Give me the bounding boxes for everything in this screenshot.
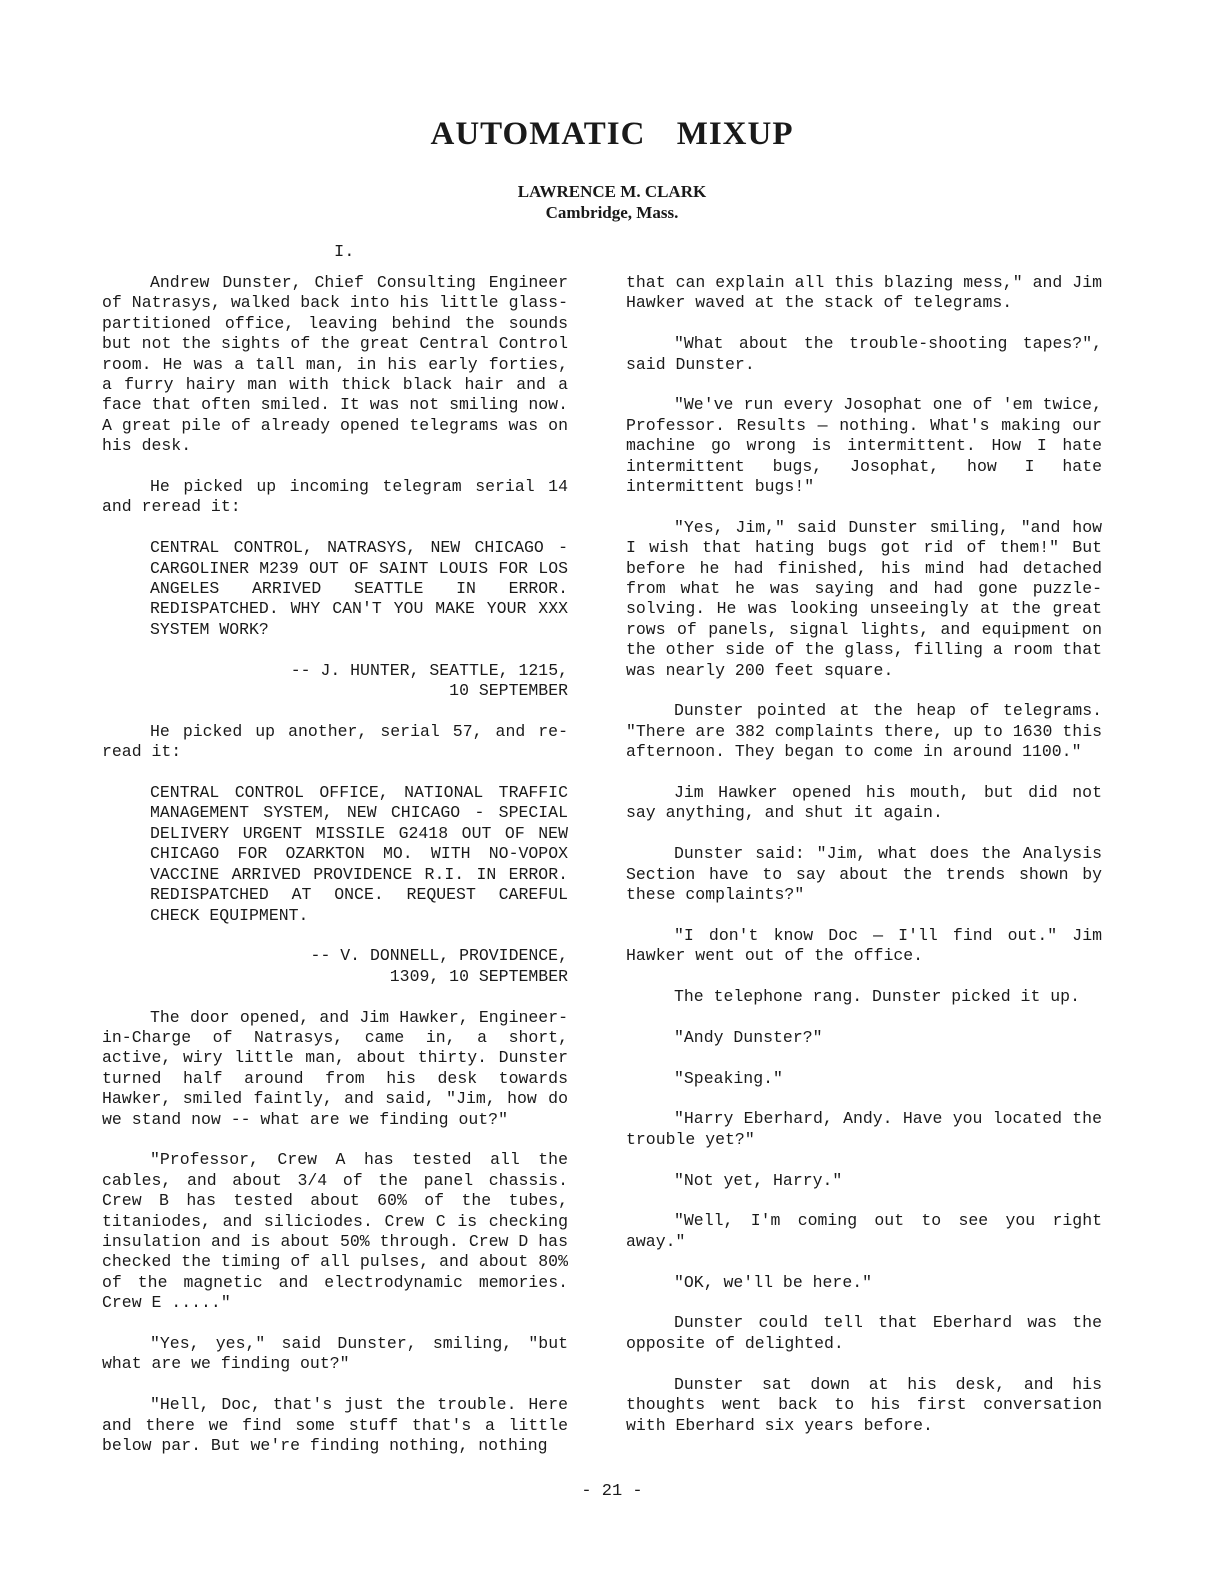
paragraph: Dunster pointed at the heap of telegrams. "There are 382 complaints there, up to 1630 this afternoon. They began to come in around 1100." [626, 701, 1102, 762]
paragraph: "Speaking." [674, 1068, 783, 1088]
right-column [626, 273, 1102, 1456]
paragraph: "Andy Dunster?" [674, 1027, 823, 1047]
paragraph: The door opened, and Jim Hawker, Engineer-in-Charge of Natrasys, came in, a short, active, wiry little man, about thirty. Dunster turned half around from his desk towards Hawker, smiled faintly, and said, "Jim, how do we stand now -- what are we finding out?" [102, 1007, 568, 1129]
paragraph: "Harry Eberhard, Andy. Have you located the trouble yet?" [626, 1109, 1102, 1149]
paragraph: Dunster sat down at his desk, and his thoughts went back to his first conversation with Eberhard six years before. [626, 1374, 1102, 1435]
byline [0, 181, 1224, 223]
paragraph: "Yes, yes," said Dunster, smiling, "but what are we finding out?" [102, 1333, 568, 1374]
paragraph: Jim Hawker opened his mouth, but did not say anything, and shut it again. [626, 783, 1102, 823]
paragraph: He picked up incoming telegram serial 14 and reread it: [102, 477, 568, 517]
paragraph: that can explain all this blazing mess," and Jim Hawker waved at the stack of telegrams. [626, 273, 1102, 313]
paragraph: "We've run every Josophat one of 'em twice, Professor. Results — nothing. What's making our machine go wrong is intermittent. How I hate intermittent bugs, Josophat, how I hate intermittent bugs!" [626, 395, 1102, 497]
section-number: I. [334, 243, 355, 262]
paragraph: "OK, we'll be here." [674, 1272, 873, 1292]
paragraph: "Hell, Doc, that's just the trouble. Here and there we find some stuff that's a little below par. But we're finding nothing, nothing [102, 1395, 568, 1455]
paragraph: Dunster said: "Jim, what does the Analysis Section have to say about the trends shown by these complaints?" [626, 844, 1102, 905]
page-number: - 21 - [581, 1482, 643, 1501]
left-column [102, 273, 568, 1477]
telegram-text: CENTRAL CONTROL, NATRASYS, NEW CHICAGO - CARGOLINER M239 OUT OF SAINT LOUIS FOR LOS ANGELES ARRIVED SEATTLE IN ERROR. REDISPATCHED. WHY CAN'T YOU MAKE YOUR XXX SYSTEM WORK? [150, 538, 568, 639]
paragraph: "Professor, Crew A has tested all the cables, and about 3/4 of the panel chassis. Crew B has tested about 60% of the tubes, titaniodes, and siliciodes. Crew C is checking insulation and is about 50% through. Crew D has checked the timing of all pulses, and about 80% of the magnetic and electrodynamic memories. Crew E ....." [102, 1150, 568, 1313]
article-title: AUTOMATIC MIXUP [430, 116, 794, 152]
paragraph: Dunster could tell that Eberhard was the opposite of delighted. [626, 1313, 1102, 1353]
author-location: Cambridge, Mass. [545, 203, 679, 222]
paragraph: He picked up another, serial 57, and re-read it: [102, 721, 568, 762]
author-name: LAWRENCE M. CLARK [517, 182, 707, 201]
telegram-signature: -- J. HUNTER, SEATTLE, 1215, 10 SEPTEMBER [290, 660, 568, 701]
paragraph: Andrew Dunster, Chief Consulting Engineer of Natrasys, walked back into his little glass-partitioned office, leaving behind the sounds but not the sights of the great Central Control room. He was a tall man, in his early forties, a furry hairy man with thick black hair and a face that often smiled. It was not smiling now. A great pile of already opened telegrams was on his desk. [102, 273, 568, 456]
paragraph: "Yes, Jim," said Dunster smiling, "and how I wish that hating bugs got rid of them!" But before he had finished, his mind had detached from what he was saying and had gone puzzle-solving. He was looking unseeingly at the great rows of panels, signal lights, and equipment on the other side of the glass, filling a room that was nearly 200 feet square. [626, 517, 1102, 680]
paragraph: "What about the trouble-shooting tapes?", said Dunster. [626, 334, 1102, 374]
telegram-text: CENTRAL CONTROL OFFICE, NATIONAL TRAFFIC MANAGEMENT SYSTEM, NEW CHICAGO - SPECIAL DELIVERY URGENT MISSILE G2418 OUT OF NEW CHICAGO FOR OZARKTON MO. WITH NO-VOPOX VACCINE ARRIVED PROVIDENCE R.I. IN ERROR. REDISPATCHED AT ONCE. REQUEST CAREFUL CHECK EQUIPMENT. [150, 783, 568, 925]
paragraph: "I don't know Doc — I'll find out." Jim Hawker went out of the office. [626, 925, 1102, 966]
paragraph: "Not yet, Harry." [674, 1170, 843, 1190]
paragraph: "Well, I'm coming out to see you right away." [626, 1211, 1102, 1251]
paragraph: The telephone rang. Dunster picked it up. [674, 987, 1080, 1007]
telegram-signature: -- V. DONNELL, PROVIDENCE, 1309, 10 SEPTEMBER [310, 946, 568, 986]
